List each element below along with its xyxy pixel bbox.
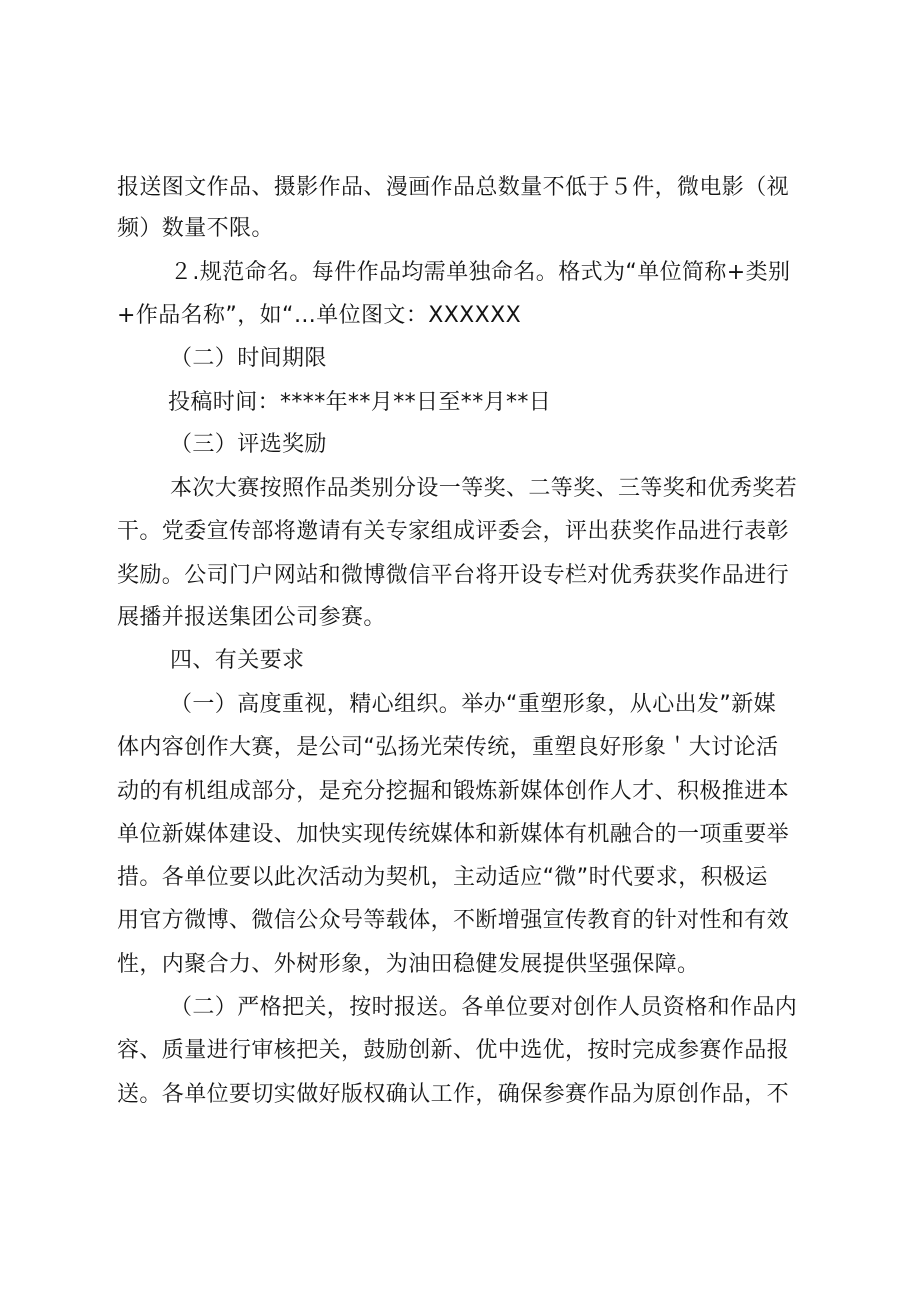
text-line-9: 干。党委宣传部将邀请有关专家组成评委会，评出获奖作品进行表彰 bbox=[117, 519, 790, 544]
text-line-8: 本次大赛按照作品类别分设一等奖、二等奖、三等奖和优秀奖若 bbox=[170, 476, 798, 501]
text-line-21: 容、质量进行审核把关，鼓励创新、优中选优，按时完成参赛作品报 bbox=[117, 1038, 790, 1063]
text-line-1: 报送图文作品、摄影作品、漫画作品总数量不低于５件，微电影（视 bbox=[117, 175, 790, 200]
text-line-19: 性，内聚合力、外树形象，为油田稳健发展提供坚强保障。 bbox=[117, 952, 700, 977]
section-heading-requirements: 四、有关要求 bbox=[170, 648, 305, 673]
text-line-4: +作品名称”，如“…单位图文：XXXXXX bbox=[117, 303, 522, 328]
text-line-15: 动的有机组成部分，是充分挖掘和锻炼新媒体创作人才、积极推进本 bbox=[117, 779, 790, 804]
text-line-16: 单位新媒体建设、加快实现传统媒体和新媒体有机融合的一项重要举 bbox=[117, 822, 790, 847]
text-line-2: 频）数量不限。 bbox=[117, 216, 274, 241]
text-line-18: 用官方微博、微信公众号等载体，不断增强宣传教育的针对性和有效 bbox=[117, 908, 790, 933]
text-line-13: （一）高度重视，精心组织。举办“重塑形象，从心出发”新媒 bbox=[170, 692, 776, 717]
text-line-17: 措。各单位要以此次活动为契机，主动适应“微”时代要求，积极运 bbox=[117, 865, 768, 890]
text-line-10: 奖励。公司门户网站和微博微信平台将开设专栏对优秀获奖作品进行 bbox=[117, 563, 790, 588]
section-heading-awards: （三）评选奖励 bbox=[170, 432, 327, 457]
text-line-22: 送。各单位要切实做好版权确认工作，确保参赛作品为原创作品，不 bbox=[117, 1082, 790, 1107]
text-line-11: 展播并报送集团公司参赛。 bbox=[117, 605, 386, 630]
text-line-20: （二）严格把关，按时报送。各单位要对创作人员资格和作品内 bbox=[170, 995, 798, 1020]
text-line-14: 体内容创作大赛，是公司“弘扬光荣传统，重塑良好形象＇大讨论活 bbox=[117, 735, 779, 760]
text-line-3: ２.规范命名。每件作品均需单独命名。格式为“单位简称+类别 bbox=[170, 260, 791, 285]
section-heading-time-limit: （二）时间期限 bbox=[170, 346, 327, 371]
text-line-submission-time: 投稿时间：****年**月**日至**月**日 bbox=[168, 390, 552, 415]
